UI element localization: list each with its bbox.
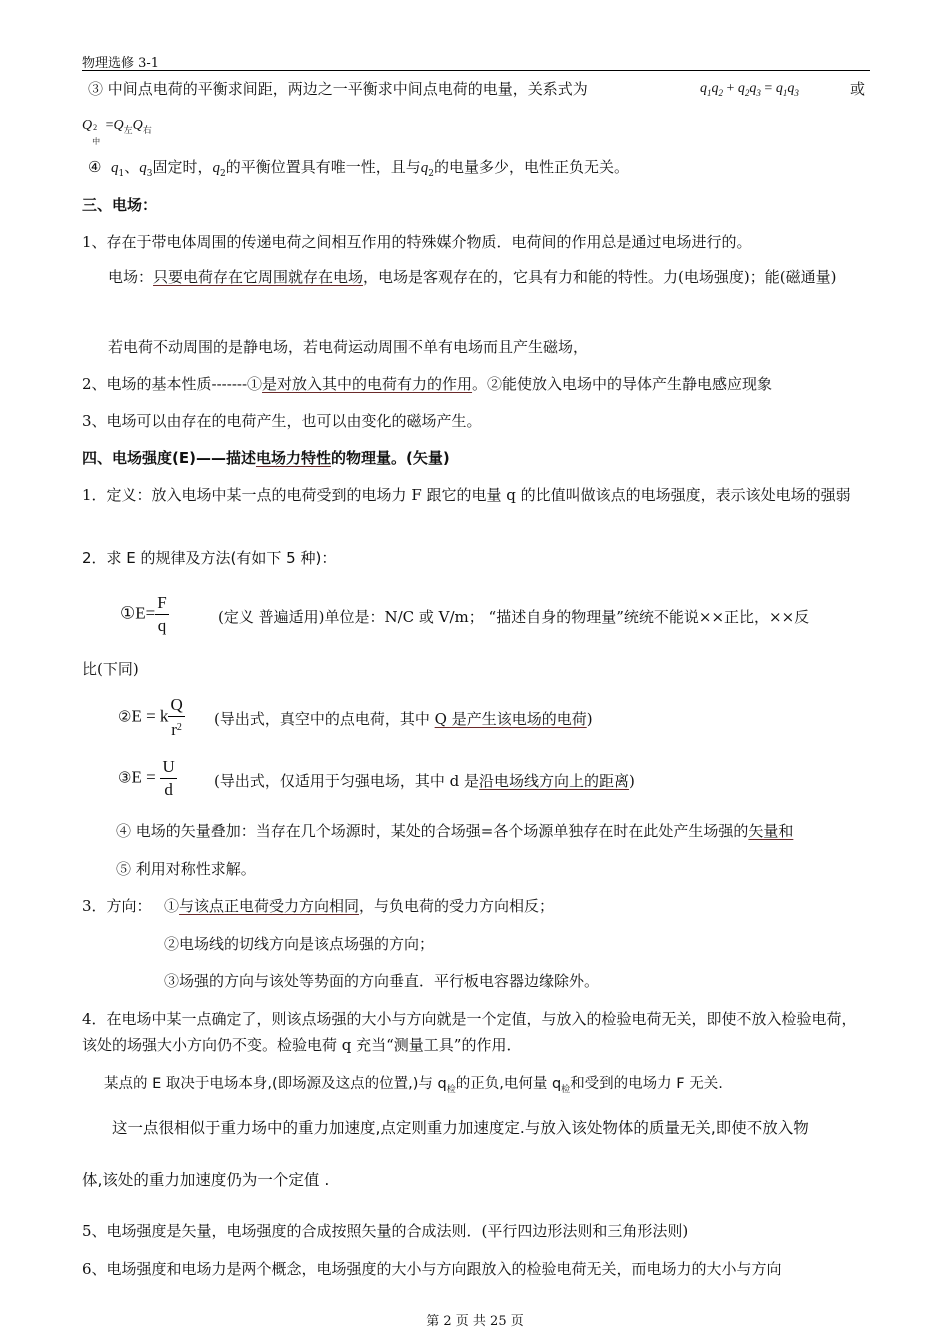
paragraph-direction-1: ①与该点正电荷受力方向相同，与负电荷的受力方向相反；: [164, 897, 555, 915]
page-footer: 第 2 页 共 25 页: [426, 1314, 524, 1329]
paragraph-vector-composition: 5、电场强度是矢量，电场强度的合成按照矢量的合成法则．(平行四边形法则和三角形法则): [82, 1222, 689, 1240]
paragraph-vector-superposition: ④ 电场的矢量叠加：当存在几个场源时，某处的合场强=各个场源单独存在时在此处产生场强的矢量和: [116, 822, 794, 840]
formula-definition-note: (定义 普遍适用)单位是：N/C 或 V/m； “描述自身的物理量”统统不能说××正比，××反: [218, 608, 810, 626]
paragraph-field-definition: 1、存在于带电体周围的传递电荷之间相互作用的特殊媒介物质．电荷间的作用总是通过电场进行的。: [82, 233, 752, 251]
formula-uniform-field-note: (导出式，仅适用于匀强电场，其中 d 是沿电场线方向上的距离): [214, 772, 635, 790]
paragraph-direction-3: ③场强的方向与该处等势面的方向垂直．平行板电容器边缘除外。: [164, 972, 600, 990]
paragraph-direction-2: ②电场线的切线方向是该点场强的方向；: [164, 935, 435, 953]
paragraph-e-depends: 某点的 E 取决于电场本身,(即场源及这点的位置,)与 $q_检$的正负,电何量 $q_检$和受到的电场力 F 无关.: [104, 1076, 723, 1095]
section-heading-field-strength: 四、电场强度(E)——描述电场力特性的物理量。(矢量): [82, 449, 450, 467]
paragraph-strength-definition: 1．定义：放入电场中某一点的电荷受到的电场力 F 跟它的电量 q 的比值叫做该点的电场强度，表示该处电场的强弱: [82, 486, 851, 504]
formula-qq-relation: $q_1q_2 + q_2q_3 = q_1q_3$: [700, 81, 799, 98]
formula-point-charge: ②E = k $\frac{Q}{r^2}$: [118, 695, 183, 739]
paragraph-direction-label: 3．方向：: [82, 897, 152, 915]
paragraph-equilibrium-relation: ③ 中间点电荷的平衡求间距，两边之一平衡求中间点电荷的电量，关系式为: [88, 80, 588, 98]
paragraph-strength-vs-force: 6、电场强度和电场力是两个概念，电场强度的大小与方向跟放入的检验电荷无关，而电场力的大小与方向: [82, 1260, 782, 1278]
paragraph-gravity-analogy-cont: 体,该处的重力加速度仍为一个定值 .: [82, 1171, 330, 1189]
paragraph-symmetry: ⑤ 利用对称性求解。: [116, 860, 256, 878]
paragraph-equilibrium-uniqueness: ④ $q_1$、$q_3$固定时，$q_2$的平衡位置具有唯一性，且与$q_2$的电量多少，电性正负无关。: [88, 158, 629, 179]
section-heading-electric-field: 三、电场：: [82, 196, 158, 214]
or-label: 或: [850, 80, 866, 98]
paragraph-static-field: 若电荷不动周围的是静电场，若电荷运动周围不单有电场而且产生磁场，: [108, 338, 589, 356]
paragraph-methods-heading: 2．求 E 的规律及方法(有如下 5 种)：: [82, 549, 337, 567]
formula-q-middle: Q 2 中 $=Q_左Q_右$: [82, 118, 152, 146]
page-header-title: 物理选修 3-1: [82, 56, 160, 71]
header-divider: [82, 70, 870, 71]
paragraph-gravity-analogy: 这一点很相似于重力场中的重力加速度,点定则重力加速度定.与放入该处物体的质量无关,即使不放入物: [112, 1119, 809, 1137]
formula-point-charge-note: (导出式，真空中的点电荷，其中 Q 是产生该电场的电荷): [214, 710, 593, 728]
paragraph-field-property: 2、电场的基本性质-------①是对放入其中的电荷有力的作用。②能使放入电场中的导体产生静电感应现象: [82, 375, 773, 393]
formula-definition-note-cont: 比(下同): [82, 660, 139, 678]
paragraph-field-description: 电场：只要电荷存在它周围就存在电场，电场是客观存在的，它具有力和能的特性。力(电场强度)；能(磁通量): [108, 268, 837, 286]
paragraph-field-source: 3、电场可以由存在的电荷产生，也可以由变化的磁场产生。: [82, 412, 482, 430]
paragraph-test-charge: 4．在电场中某一点确定了，则该点场强的大小与方向就是一个定值，与放入的检验电荷无关，即使不放入检验电荷，该处的场强大小方向仍不变。检验电荷 q 充当“测量工具”的作用．: [82, 1010, 857, 1054]
formula-definition-e: ①E= $\frac{F}{q}$: [120, 593, 167, 635]
formula-uniform-field: ③E = $\frac{U}{d}$: [118, 757, 175, 799]
